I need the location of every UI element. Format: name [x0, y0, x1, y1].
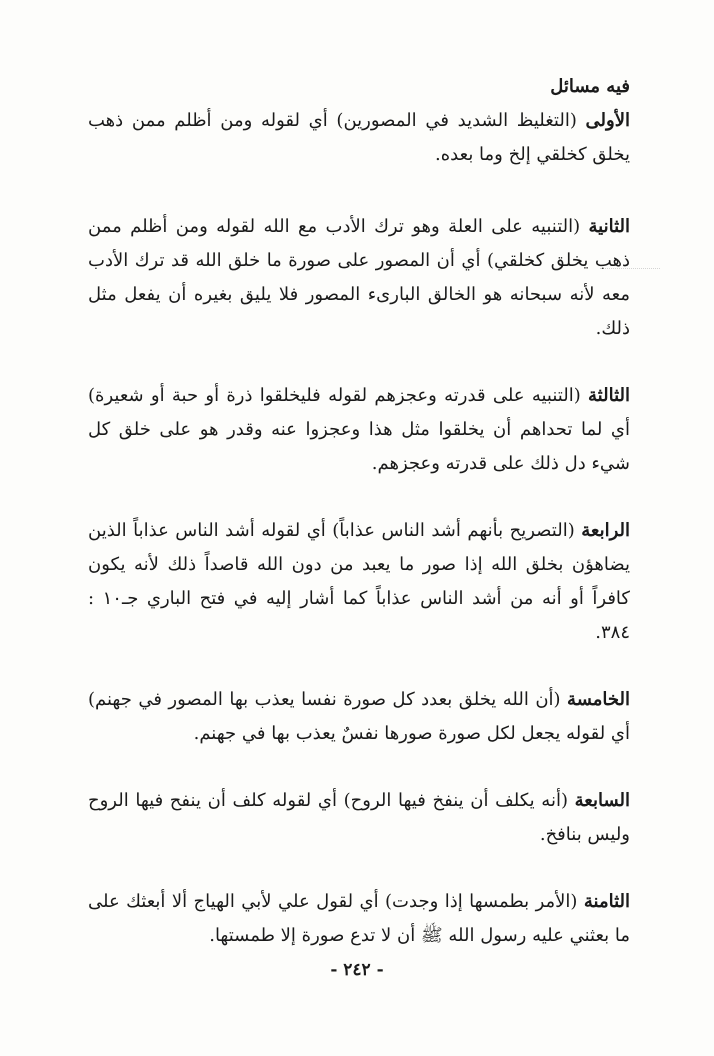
- issue-text: (أن الله يخلق بعدد كل صورة نفسا يعذب بها المصور في جهنم) أي لقوله يجعل لكل صورة صورها نفسٌ يعذب بها في جهنم.: [88, 689, 630, 744]
- issue-label: السابعة: [574, 790, 630, 811]
- issue-label: الخامسة: [567, 689, 630, 710]
- issue-label: الأولى: [585, 110, 630, 131]
- issue-label: الرابعة: [581, 520, 630, 541]
- page-number: - ٢٤٢ -: [330, 960, 384, 980]
- issue-text: (التغليظ الشديد في المصورين) أي لقوله ومن أظلم ممن ذهب يخلق كخلقي إلخ وما بعده.: [88, 110, 630, 165]
- issue-label: الثانية: [588, 216, 630, 237]
- page-body: [88, 70, 630, 986]
- issue-text: (أنه يكلف أن ينفخ فيها الروح) أي لقوله كلف أن ينفح فيها الروح وليس بنافخ.: [88, 790, 630, 845]
- issue-paragraph-5: [88, 683, 630, 751]
- issue-paragraph-3: [88, 379, 630, 481]
- issue-label: الثالثة: [588, 385, 630, 406]
- issue-text: (التصريح بأنهم أشد الناس عذاباً) أي لقوله أشد الناس عذاباً الذين يضاهؤن بخلق الله إذا صور ما يعبد من دون الله قاصداً ذلك لأنه يكون كافراً أو أنه من أشد الناس عذاباً كما أشار إليه في فتح الباري جـ١٠ : ٣٨٤.: [88, 520, 630, 643]
- issue-text: (الأمر بطمسها إذا وجدت) أي لقول علي لأبي الهياج ألا أبعثك على ما بعثني عليه رسول الله ﷺ أن لا تدع صورة إلا طمستها.: [88, 891, 630, 946]
- section-heading: فيه مسائل: [550, 76, 630, 97]
- issue-text: (التنبيه على العلة وهو ترك الأدب مع الله لقوله ومن أظلم ممن ذهب يخلق كخلقي) أي أن المصور على صورة ما خلق الله قد ترك الأدب معه لأنه سبحانه هو الخالق البارىء المصور فلا يليق بغيره أن يفعل مثل ذلك.: [88, 216, 630, 339]
- issue-paragraph-2: [88, 210, 630, 346]
- issue-paragraph-1: [88, 104, 630, 172]
- issue-label: الثامنة: [583, 891, 630, 912]
- issue-paragraph-7: [88, 885, 630, 953]
- issue-paragraph-4: [88, 514, 630, 650]
- issue-text: (التنبيه على قدرته وعجزهم لقوله فليخلقوا ذرة أو حبة أو شعيرة) أي لما تحداهم أن يخلقوا مثل هذا وعجزوا عنه وقدر هو على خلق كل شيء دل ذلك على قدرته وعجزهم.: [88, 385, 630, 474]
- issue-paragraph-6: [88, 784, 630, 852]
